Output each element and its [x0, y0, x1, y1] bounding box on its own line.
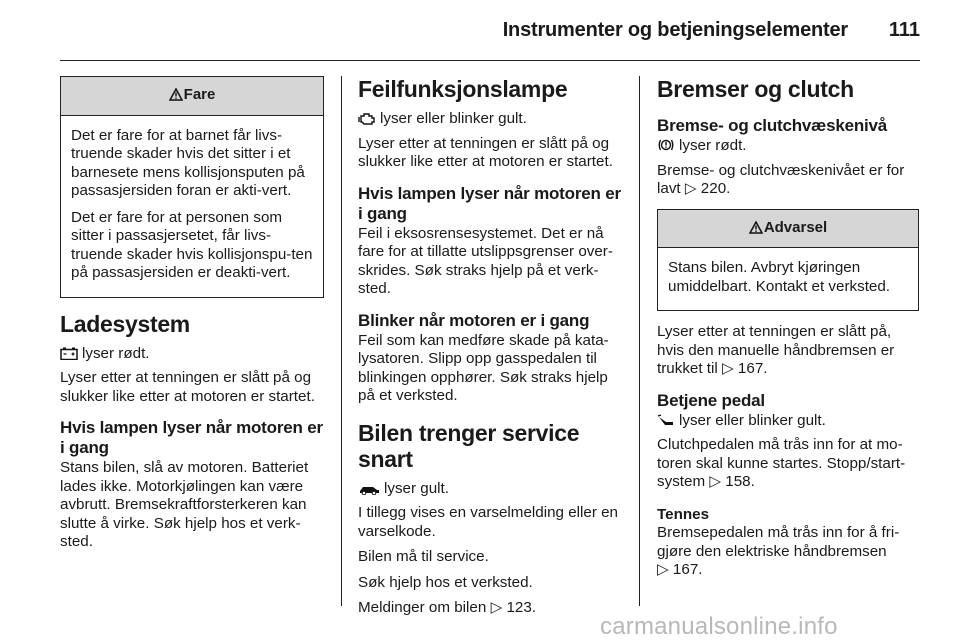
page-header-title: Instrumenter og betjeningselementer	[502, 19, 848, 41]
page-ref-arrow-icon: ▷	[684, 180, 697, 197]
handbrems-text-line	[657, 323, 919, 379]
battery-icon	[60, 347, 78, 366]
header-rule	[60, 60, 920, 61]
fare-box-header	[61, 77, 323, 116]
bremse-lamp-text: lyser rødt.	[679, 137, 747, 154]
feilfunksjon-sub1-heading: Hvis lampen lyser når motoren er i gang	[358, 183, 621, 223]
pedal-text-line	[657, 436, 919, 492]
pedal-heading: Betjene pedal	[657, 390, 765, 410]
fare-box-title: Fare	[183, 86, 216, 103]
feilfunksjon-lamp-text: lyser eller blinker gult.	[380, 110, 527, 127]
advarsel-text: Stans bilen. Avbryt kjøringen umiddelbart. Kontakt et verksted.	[668, 259, 891, 295]
page-ref-arrow-icon: ▷	[722, 360, 734, 377]
ladesystem-heading: Ladesystem	[60, 310, 190, 337]
fare-paragraph-2: Det er fare for at personen som sitter i passasjersetet, får livs-truende skader hvis kollisjonspu-ten på passasjersiden er deakti-vert.	[71, 208, 313, 281]
column-3	[657, 76, 919, 587]
fare-box	[60, 76, 324, 298]
tennes-text: Bremsepedalen må trås inn for å fri-gjøre den elektriske håndbremsen	[657, 524, 900, 560]
ladesystem-sub-heading: Hvis lampen lyser når motoren er i gang	[60, 418, 323, 457]
advarsel-box-title: Advarsel	[763, 218, 828, 236]
service-heading: Bilen trenger service snart	[358, 419, 580, 472]
service-paragraph-3: Søk hjelp hos et verksted.	[358, 573, 533, 591]
page-ref-arrow-icon: ▷	[657, 561, 669, 578]
bremse-lamp-line	[657, 137, 919, 158]
column-2	[358, 76, 624, 625]
page-ref-arrow-icon: ▷	[709, 473, 722, 490]
fare-paragraph-1: Det er fare for at barnet får livs-truende skader hvis det sitter i et barnesete mens kollisjonsputen på passasjersiden foran er akti-vert.	[71, 126, 305, 199]
warning-triangle-icon	[749, 221, 763, 240]
pedal-lamp-text: lyser eller blinker gult.	[679, 411, 826, 429]
advarsel-box-header	[658, 210, 918, 249]
bremse-page-ref[interactable]: 220.	[700, 180, 731, 197]
tennes-heading: Tennes	[657, 505, 710, 523]
fare-box-body	[61, 116, 323, 297]
feilfunksjon-sub1-text: Feil i eksosrensesystemet. Det er nå fare for at tillatte utslippsgrenser over-skrides. Søk straks hjelp på et verk-sted.	[358, 224, 613, 297]
advarsel-box	[657, 209, 919, 312]
ladesystem-text: Lyser etter at tenningen er slått på og slukker like etter at motoren er startet.	[60, 369, 315, 405]
pedal-page-ref[interactable]: 158.	[725, 473, 755, 490]
service-paragraph-4	[358, 599, 624, 618]
bremse-text: Bremse- og clutchvæskenivået er for lavt	[657, 161, 905, 197]
service-lamp-text: lyser gult.	[384, 479, 449, 497]
service-paragraph-4-text: Meldinger om bilen	[358, 599, 487, 616]
service-lamp-line	[358, 480, 624, 501]
column-divider-2	[639, 76, 640, 606]
service-page-ref[interactable]: 123.	[506, 599, 537, 616]
advarsel-box-body	[658, 248, 918, 310]
bremse-text-line	[657, 162, 919, 199]
feilfunksjon-sub2-text: Feil som kan medføre skade på kata-lysatoren. Slipp opp gasspedalen til blinkingen opphører. Søk straks hjelp på et verksted.	[358, 331, 609, 404]
watermark: carmanualsonline.info	[600, 613, 838, 640]
bremser-heading: Bremser og clutch	[657, 76, 854, 102]
handbrems-page-ref[interactable]: 167.	[737, 360, 768, 377]
warning-triangle-icon	[169, 88, 183, 107]
service-paragraph-2: Bilen må til service.	[358, 548, 489, 565]
handbrems-text: Lyser etter at tenningen er slått på, hvis den manuelle håndbremsen er trukket til	[657, 323, 895, 377]
column-1	[60, 76, 324, 559]
foot-pedal-icon	[657, 414, 675, 433]
column-divider-1	[341, 76, 342, 606]
feilfunksjon-text: Lyser etter at tenningen er slått på og slukker like etter at motoren er startet.	[358, 134, 613, 170]
ladesystem-lamp-text: lyser rødt.	[82, 344, 150, 362]
tennes-text-line	[657, 524, 919, 580]
feilfunksjonslampe-heading: Feilfunksjonslampe	[358, 76, 568, 102]
ladesystem-lamp-line	[60, 345, 324, 366]
pedal-text: Clutchpedalen må trås inn for at mo-toren skal kunne startes. Stopp/start-system	[657, 436, 906, 490]
page-number: 111	[888, 19, 920, 41]
tennes-page-ref[interactable]: 167.	[672, 561, 703, 578]
feilfunksjon-sub2-heading: Blinker når motoren er i gang	[358, 310, 590, 330]
pedal-lamp-line	[657, 412, 919, 433]
brake-warning-icon	[657, 138, 675, 158]
service-paragraph-1: I tillegg vises en varselmelding eller en varselkode.	[358, 504, 619, 540]
feilfunksjon-lamp-line	[358, 110, 624, 131]
page-ref-arrow-icon: ▷	[490, 599, 503, 616]
ladesystem-sub-text: Stans bilen, slå av motoren. Batteriet lades ikke. Motorkjølingen kan være avbrutt. Bremsekraftforsterkeren kan slutte å virke. Søk hjelp hos et verk-sted.	[60, 459, 309, 550]
bremsevaske-sub-heading: Bremse- og clutchvæskenivå	[657, 116, 888, 135]
wrench-car-icon	[358, 482, 380, 501]
engine-malfunction-icon	[358, 112, 376, 131]
